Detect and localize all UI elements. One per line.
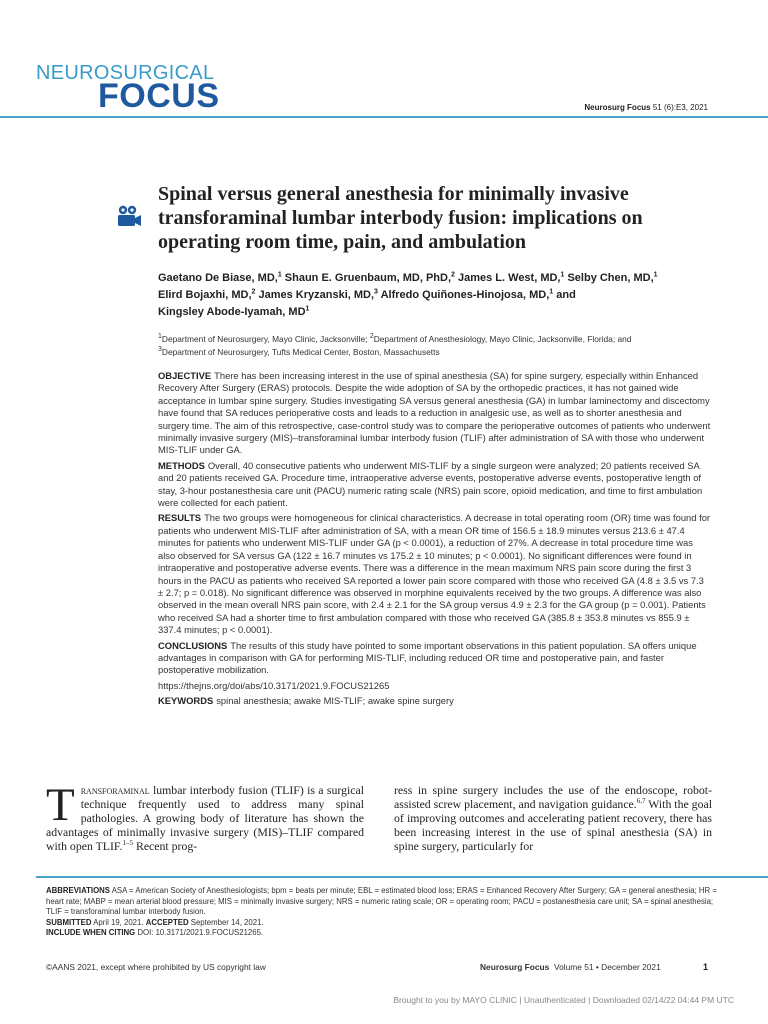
download-provenance: Brought to you by MAYO CLINIC | Unauthenticated | Downloaded 02/14/22 04:44 PM UTC: [393, 995, 734, 1005]
abstract: [158, 370, 711, 711]
author-conjunction: and: [553, 289, 576, 301]
copyright-notice: ©AANS 2021, except where prohibited by US copyright law: [46, 962, 266, 972]
reference-marker[interactable]: 1–5: [122, 839, 133, 848]
article-title: Spinal versus general anesthesia for minimally invasive transforaminal lumbar interbody fusion: implications on operating room time, pain, and ambulation: [158, 183, 643, 253]
journal-logo-bottom: FOCUS: [98, 77, 220, 115]
video-camera-icon[interactable]: [116, 204, 142, 230]
abstract-results: RESULTS The two groups were homogeneous for clinical characteristics. A decrease in total operating room (OR) time was found for patients who underwent MIS-TLIF after administration of SA, with a mean OR time of 156.5 ± 18.9 minutes versus 213.6 ± 47.4 minutes for patients who underwent MIS-TLIF under GA (p < 0.0001), a reduction of 27%. A decrease in total procedure time was also observed for SA versus GA (122 ± 16.7 minutes vs 175.2 ± 10 minutes; p < 0.0001). No significant differences were found in intraoperative and postoperative adverse events. There was a difference in the mean maximum NRS pain score during the first 3 hours in the PACU as patients who received SA reported a lower pain score compared with those who received GA (4.8 ± 3.5 vs 7.3 ± 2.7; p = 0.018). No significant difference was observed in morphine equivalents received by the two groups. A difference was also observed in the mean overall NRS pain score, with 2.4 ± 2.1 for the SA group versus 4.9 ± 2.3 for the GA group (p = 0.001). Patients who received SA had a shorter time to first ambulation compared with those who received GA (385.8 ± 353.8 minutes vs 855.9 ± 337.4 minutes; p < 0.0001).: [158, 512, 711, 636]
objective-heading: OBJECTIVE: [158, 370, 212, 381]
abstract-objective: OBJECTIVE There has been increasing interest in the use of spinal anesthesia (SA) for spine surgery, especially within Enhanced Recovery After Surgery (ERAS) protocols. Despite the wide adoption of SA by the orthopedic practices, it has not gained wide acceptance in lumbar spine surgery. Studies investigating SA versus general anesthesia (GA) in lumbar laminectomy and discectomy have found that SA reduces perioperative costs and leads to a reduction in analgesic use, as well as to shorter anesthesia and surgery time. The aim of this retrospective, case-control study was to compare the perioperative outcomes of patients who underwent minimally invasive surgery (MIS)–transforaminal lumbar interbody fusion (TLIF) after administration of SA with those who underwent MIS-TLIF under GA.: [158, 370, 711, 456]
submission-dates: SUBMITTED April 19, 2021. ACCEPTED September 14, 2021.: [46, 917, 264, 927]
footnote-rule: [36, 876, 768, 878]
results-heading: RESULTS: [158, 512, 202, 524]
author: Selby Chen, MD,$^1$: [564, 271, 658, 284]
abbreviations: ABBREVIATIONS ASA = American Society of Anesthesiologists; bpm = beats per minute; EBL = estimated blood loss; ERAS = Enhanced Recovery After Surgery; GA = general anesthesia; HR = heart rate; MABP = mean arterial blood pressure; MIS = minimally invasive surgery; NRS = numeric rating scale; OR = operating room; PACU = postanesthesia care unit; SA = spinal anesthesia; TLIF = transforaminal lumbar interbody fusion.: [46, 886, 717, 917]
affiliations: $^1$Department of Neurosurgery, Mayo Clinic, Jacksonville; $^2$Department of Anesthesiology, Mayo Clinic, Jacksonville, Florida; and $^3$Department of Neurosurgery, Tufts Medical Center, Boston, Massachusetts: [158, 333, 632, 357]
journal-logo-top: NEUROSURGICAL: [36, 62, 215, 84]
body-column-left: Transforaminal lumbar interbody fusion (TLIF) is a surgical technique frequently used to address many spinal pathologies. A growing body of literature has shown the advantages of minimally invasive surgery (MIS)–TLIF compared with open TLIF.$^{1-5}$ Recent prog-: [46, 779, 364, 853]
author-list: [158, 270, 718, 321]
footnotes: [46, 886, 718, 939]
author: Kingsley Abode-Iyamah, $MD^1$: [158, 305, 310, 318]
abstract-conclusions: CONCLUSIONS The results of this study have pointed to some important observations in this patient population. SA offers unique advantages in comparison with GA for performing MIS-TLIF, including reduced OR time and postoperative pain, and faster postoperative mobilization.: [158, 639, 697, 676]
keywords: KEYWORDS spinal anesthesia; awake MIS-TLIF; awake spine surgery: [158, 695, 454, 707]
author: Gaetano De Biase, MD,$^1$: [158, 271, 282, 284]
lead-in: ransforaminal: [80, 783, 150, 797]
page-number: 1: [703, 962, 709, 972]
author: Elird Bojaxhi, MD,$^2$: [158, 288, 256, 301]
author: James L. West, MD,$^1$: [454, 271, 565, 284]
abstract-methods: METHODS Overall, 40 consecutive patients who underwent MIS-TLIF by a single surgeon were analyzed; 20 patients received SA and 20 patients received GA. Procedure time, intraoperative adverse events, postoperative adverse events, postoperative length of stay, 3-hour postanesthesia care unit (PACU) numeric rating scale (NRS) pain score, opioid medication, and time to first ambulation were collected for each patient.: [158, 459, 703, 509]
citation-note: INCLUDE WHEN CITING DOI: 10.3171/2021.9.FOCUS21265.: [46, 928, 264, 938]
footer-journal: Neurosurg Focus Volume 51 • December 2021: [480, 962, 661, 972]
drop-cap: T: [46, 779, 75, 831]
doi-link[interactable]: https://thejns.org/doi/abs/10.3171/2021.9.FOCUS21265: [158, 679, 390, 691]
citation-issue: 51 (6):E3, 2021: [652, 103, 708, 112]
author: James Kryzanski, MD,$^3$: [255, 288, 378, 301]
methods-heading: METHODS: [158, 459, 205, 471]
keywords-heading: KEYWORDS: [158, 695, 214, 707]
header-rule: [0, 116, 768, 118]
author: Shaun E. Gruenbaum, MD, PhD,$^2$: [281, 271, 455, 284]
body-column-right: ress in spine surgery includes the use of the endoscope, robot-assisted screw placement, and navigation guidance.$^{6,7}$ With the goal of improving outcomes and accelerating patient recovery, there has been increasing interest in the use of spinal anesthesia (SA) in spine surgery, particularly for: [394, 783, 712, 853]
conclusions-heading: CONCLUSIONS: [158, 639, 228, 651]
reference-marker[interactable]: 6,7: [636, 797, 646, 806]
author: Alfredo Quiñones-Hinojosa, MD,$^1$: [377, 288, 554, 301]
citation-journal: Neurosurg Focus: [584, 103, 651, 112]
issue-citation: [584, 103, 708, 112]
